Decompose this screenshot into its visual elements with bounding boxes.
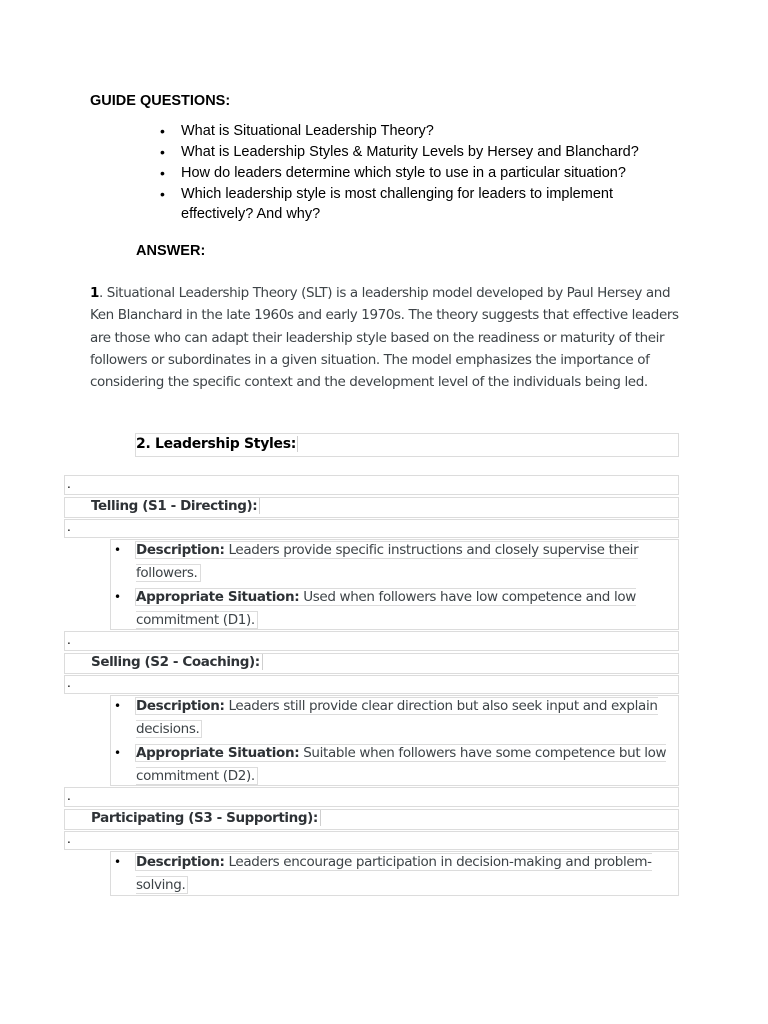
style-s1-description: • Description: Leaders provide specific instructions and closely supervise their followers.	[114, 542, 639, 581]
situation-text: Used when followers have low competence and low commitment (D1).	[136, 589, 636, 628]
answer-label: ANSWER:	[136, 243, 206, 259]
spacer-box	[64, 475, 679, 495]
spacer-box	[64, 631, 679, 651]
description-text: Leaders still provide clear direction but also seek input and explain decisions.	[136, 698, 658, 737]
style-s1-situation: • Appropriate Situation: Used when followers have low competence and low commitment (D1).	[114, 589, 636, 628]
spacer-box	[64, 831, 679, 850]
style-s2-description: • Description: Leaders still provide clear direction but also seek input and explain decisions.	[114, 698, 658, 737]
situation-label: Appropriate Situation:	[136, 589, 300, 605]
list-item: • What is Leadership Styles & Maturity Levels by Hersey and Blanchard?	[181, 143, 681, 163]
spacer-dot: .	[67, 789, 71, 803]
spacer-dot: .	[67, 676, 71, 690]
description-label: Description:	[136, 542, 225, 558]
list-item: • Which leadership style is most challenging for leaders to implement effectively? And why?	[181, 185, 681, 224]
spacer-box	[64, 519, 679, 538]
style-s1-title: Telling (S1 - Directing):	[91, 498, 260, 514]
style-s3-description: • Description: Leaders encourage participation in decision-making and problem-solving.	[114, 854, 652, 893]
leadership-styles-heading: 2. Leadership Styles:	[136, 436, 297, 452]
description-text: Leaders encourage participation in decision-making and problem-solving.	[136, 854, 652, 893]
list-item: • How do leaders determine which style to use in a particular situation?	[181, 164, 681, 184]
guide-questions-title: GUIDE QUESTIONS:	[90, 93, 231, 109]
description-label: Description:	[136, 854, 225, 870]
answer-1-text: . Situational Leadership Theory (SLT) is a leadership model developed by Paul Hersey and Ken Blanchard in the late 1960s and early 1970s. The theory suggests that effective leaders are those who can adapt their leadership style based on the readiness or maturity of their followers or subordinates in a given situation. The model emphasizes the importance of considering the specific context and the development level of the individuals being led.	[90, 285, 679, 391]
situation-text: Suitable when followers have some competence but low commitment (D2).	[136, 745, 667, 784]
style-s3-title: Participating (S3 - Supporting):	[91, 810, 321, 826]
description-text: Leaders provide specific instructions and closely supervise their followers.	[136, 542, 639, 581]
spacer-box	[64, 787, 679, 807]
style-s2-title: Selling (S2 - Coaching):	[91, 654, 263, 670]
answer-1-paragraph	[90, 282, 690, 393]
spacer-dot: .	[67, 832, 71, 846]
description-label: Description:	[136, 698, 225, 714]
situation-label: Appropriate Situation:	[136, 745, 300, 761]
spacer-box	[64, 675, 679, 694]
style-s2-situation: • Appropriate Situation: Suitable when followers have some competence but low commitment (D2).	[114, 745, 667, 784]
spacer-dot: .	[67, 520, 71, 534]
answer-1-number: 1	[90, 285, 99, 301]
spacer-dot: .	[67, 633, 71, 647]
list-item: • What is Situational Leadership Theory?	[181, 122, 681, 142]
guide-questions-list	[181, 122, 681, 226]
spacer-dot: .	[67, 477, 71, 491]
